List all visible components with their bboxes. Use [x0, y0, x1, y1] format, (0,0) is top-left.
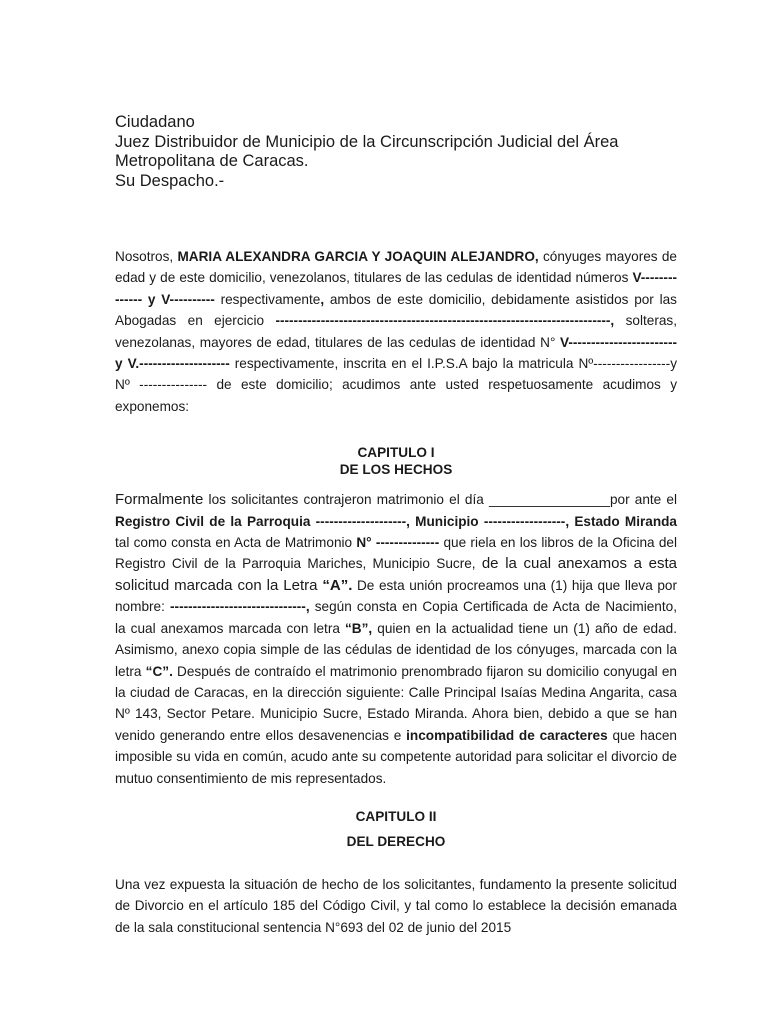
facts-text-5: según consta en Copia Certificada de Acta de Nacimiento, la cual anexamos marcada con letra	[115, 599, 677, 636]
law-text: Una vez expuesta la situación de hecho de los solicitantes, fundamento la presente solicitud de Divorcio en el artículo 185 del Código Civil, y tal como lo establece la decisión emanada de la sala constitucional sentencia N°693 del 02 de junio del 2015	[115, 876, 677, 935]
intro-text-4: ambos de este domicilio, debidamente asistidos por las Abogadas en ejercicio	[115, 291, 677, 329]
chapter-1-heading	[115, 444, 677, 478]
applicant-ids: V-------------- y V----------	[115, 270, 677, 307]
intro-text-2: cónyuges mayores de edad y de este domicilio, venezolanos, titulares de las cedulas de identidad números	[115, 249, 677, 286]
facts-text-8: que hacen imposible su vida en común, acudo ante su competente autoridad para solicitar el divorcio de mutuo consentimiento de mis representados.	[115, 727, 677, 786]
addressee-judge: Juez Distribuidor de Municipio de la Circunscripción Judicial del Área	[115, 132, 619, 151]
chapter-1-subtitle: DE LOS HECHOS	[339, 462, 453, 478]
facts-lead: Formalmente	[115, 491, 204, 509]
facts-text-7: Después de contraído el matrimonio prenombrado fijaron su domicilio conyugal en la ciudad de Caracas, en la dirección siguiente: Calle Principal Isaías Medina Angarita, casa Nº 143, Sector Petare. Municipio Sucre, Estado Miranda. Ahora bien, debido a que se han venido generando entre ellos desavenencias e	[115, 663, 677, 743]
chapter-2-title: CAPITULO II	[355, 808, 437, 824]
intro-paragraph	[115, 246, 677, 417]
addressee-closing: Su Despacho.-	[115, 171, 225, 190]
chapter-2-subtitle: DEL DERECHO	[346, 833, 446, 849]
intro-text-7: de este domicilio; acudimos ante usted respetuosamente acudimos y exponemos:	[115, 377, 677, 414]
facts-paragraph	[115, 489, 677, 789]
incompatibility-phrase: incompatibilidad de caracteres	[406, 727, 608, 743]
registry-info: Registro Civil de la Parroquia --------------------, Municipio ------------------, Estado Miranda	[115, 513, 677, 529]
lawyer-ids: V------------------------ y V.--------------------	[115, 334, 677, 372]
addressee-block	[115, 0, 677, 191]
intro-text-3: respectivamente	[214, 291, 321, 307]
law-paragraph	[115, 874, 677, 938]
chapter-2-heading	[115, 804, 677, 854]
facts-text-4: De esta unión procreamos una (1) hija que lleva por nombre:	[115, 577, 677, 615]
intro-text-6: respectivamente, inscrita en el I.P.S.A bajo la matricula Nº-----------------y Nº ---------------	[115, 356, 677, 393]
lawyer-names: --------------------------------------------------------------------------,	[275, 313, 615, 329]
intro-text-1: Nosotros,	[115, 249, 178, 264]
applicant-names: MARIA ALEXANDRA GARCIA Y JOAQUIN ALEJANDRO,	[177, 249, 539, 264]
facts-text-3: que riela en los libros de la Oficina del Registro Civil de la Parroquia Mariches, Municipio Sucre,	[115, 535, 678, 572]
intro-text-5: solteras, venezolanas, mayores de edad, titulares de las cedulas de identidad N°	[115, 313, 677, 350]
annex-b-letter: “B”,	[345, 620, 373, 636]
daughter-name: ------------------------------,	[170, 599, 310, 615]
intro-comma: ,	[320, 291, 325, 307]
facts-text-6: quien en la actualidad tiene un (1) año de edad. Asimismo, anexo copia simple de las cédulas de identidad de los cónyuges, marcada con la letra	[115, 620, 677, 679]
addressee-area: Metropolitana de Caracas.	[115, 152, 309, 170]
marriage-record-number: N° --------------	[356, 535, 440, 551]
facts-text-1: los solicitantes contrajeron matrimonio el día ________________por ante el	[203, 492, 677, 508]
annex-c-letter: “C”.	[145, 663, 173, 679]
chapter-1-title: CAPITULO I	[357, 445, 435, 461]
facts-text-2: tal como consta en Acta de Matrimonio	[115, 535, 357, 551]
annex-a-letter: “A”.	[322, 576, 353, 594]
addressee-title: Ciudadano	[115, 113, 195, 131]
annex-a-text: de la cual anexamos a esta solicitud marcada con la Letra	[115, 555, 677, 594]
